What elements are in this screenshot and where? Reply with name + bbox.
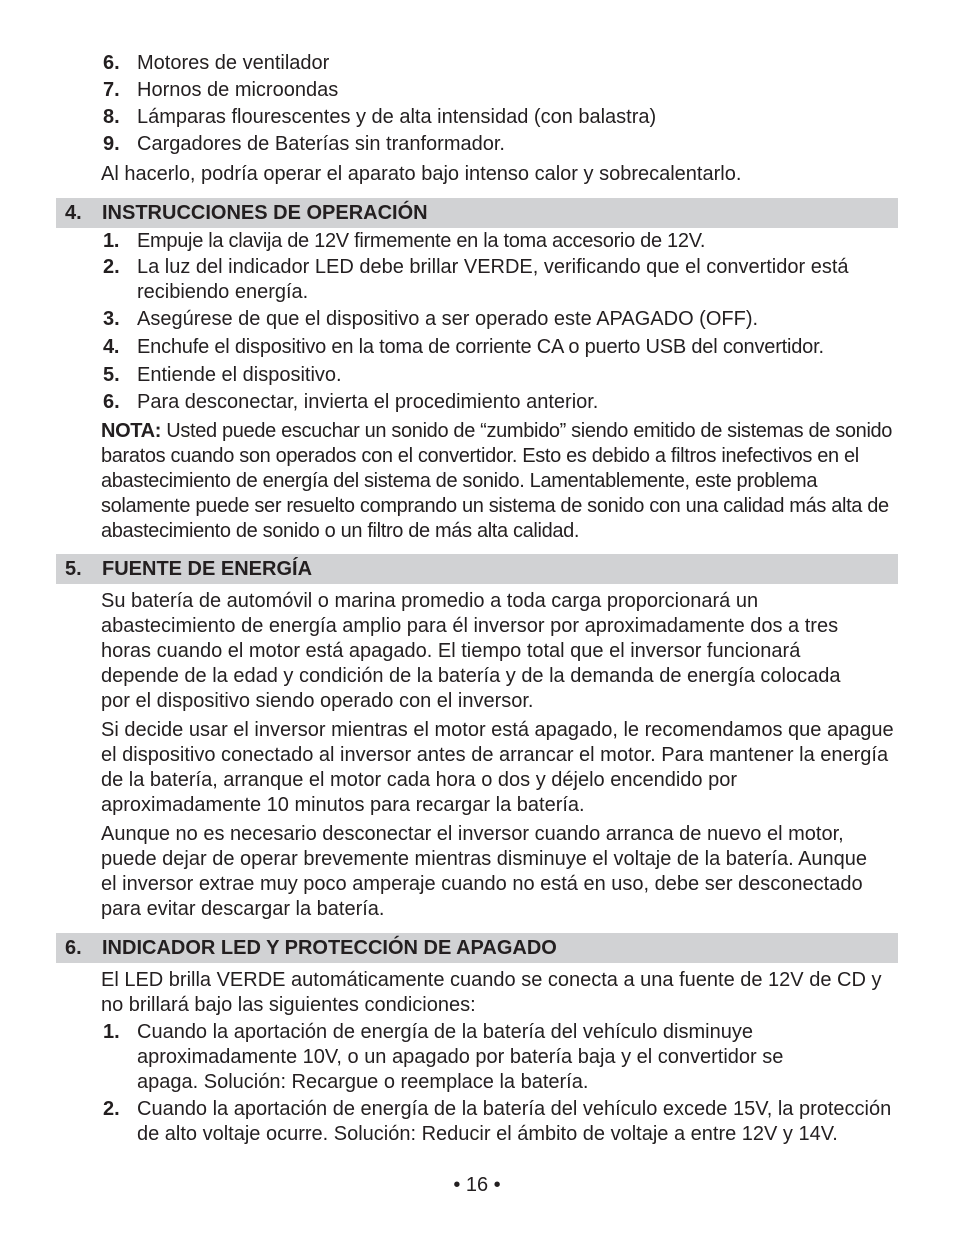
list-item-text: Entiende el dispositivo.	[137, 364, 342, 386]
section-5-header	[56, 554, 898, 584]
list-item	[101, 1097, 901, 1147]
power-paragraph: Si decide usar el inversor mientras el motor está apagado, le recomendamos que apague el dispositivo conectado al inversor antes de arrancar el motor. Para mantener la energía de la batería, arranque el motor cada hora o dos y déjelo encendido por aproximadamente 10 minutos para recargar la batería.	[101, 719, 894, 816]
list-item	[101, 51, 901, 76]
list-item-number: 5.	[103, 364, 120, 386]
list-item-text: Cuando la aportación de energía de la batería del vehículo disminuye aproximadamente 10V, o un apagado por batería baja y el convertidor se apaga. Solución: Recargue o reemplace la batería.	[137, 1021, 784, 1093]
led-intro: El LED brilla VERDE automáticamente cuando se conecta a una fuente de 12V de CD y no brillará bajo las siguientes condiciones:	[101, 969, 882, 1016]
list-item-number: 9.	[103, 133, 120, 155]
list-item-number: 6.	[103, 52, 120, 74]
list-item-text: Motores de ventilador	[137, 52, 330, 74]
list-item	[101, 363, 901, 388]
list-item-number: 8.	[103, 106, 120, 128]
list-item	[101, 307, 901, 332]
note-text: Usted puede escuchar un sonido de “zumbido” siendo emitido de sistemas de sonido baratos cuando son operados con el convertidor. Esto es debido a filtros inefectivos en el abastecimiento de energía del sistema de sonido. Lamentablemente, este problema solamente puede ser resuelto comprando un sistema de sonido con una calidad más alta de abastecimiento de sonido o un filtro de más alta calidad.	[101, 420, 893, 542]
list-item-text: Para desconectar, invierta el procedimiento anterior.	[137, 391, 599, 413]
list-item	[101, 335, 901, 360]
section-title: INSTRUCCIONES DE OPERACIÓN	[102, 202, 428, 224]
note-label: NOTA:	[101, 420, 162, 442]
list-item	[101, 132, 901, 157]
list-item-number: 3.	[103, 308, 120, 330]
list-item-text: Lámparas flourescentes y de alta intensidad (con balastra)	[137, 106, 657, 128]
section-number: 5.	[65, 558, 82, 580]
list-item-number: 1.	[103, 230, 120, 252]
list-item-text: Hornos de microondas	[137, 79, 339, 101]
power-paragraph: Aunque no es necesario desconectar el inversor cuando arranca de nuevo el motor, puede dejar de operar brevemente mientras disminuye el voltaje de la batería. Aunque el inversor extrae muy poco amperaje cuando no está en uso, debe ser desconectado para evitar descargar la batería.	[101, 823, 868, 920]
list-item-text: Cargadores de Baterías sin tranformador.	[137, 133, 505, 155]
list-item-text: La luz del indicador LED debe brillar VERDE, verificando que el convertidor está recibiendo energía.	[137, 256, 849, 303]
power-paragraph: Su batería de automóvil o marina promedio a toda carga proporcionará un abastecimiento de energía amplio para él inversor por aproximadamente dos a tres horas cuando el motor está apagado. El tiempo total que el inversor funcionará depende de la edad y condición de la batería y de la demanda de energía colocada por el dispositivo siendo operado con el inversor.	[101, 590, 841, 712]
operation-steps	[101, 229, 901, 415]
list-item-text: Empuje la clavija de 12V firmemente en la toma accesorio de 12V.	[137, 230, 706, 252]
led-conditions	[101, 1020, 901, 1147]
list-item	[101, 1020, 901, 1095]
list-item	[101, 78, 901, 103]
list-item	[101, 105, 901, 130]
appliance-list	[101, 51, 901, 157]
section-6-header	[56, 933, 898, 963]
list-item-number: 2.	[103, 1098, 120, 1120]
section-number: 4.	[65, 202, 82, 224]
list-item-number: 7.	[103, 79, 120, 101]
list-item-text: Cuando la aportación de energía de la batería del vehículo excede 15V, la protección de alto voltaje ocurre. Solución: Reducir el ámbito de voltaje a entre 12V y 14V.	[137, 1098, 892, 1145]
list-item-number: 2.	[103, 256, 120, 278]
section-title: FUENTE DE ENERGÍA	[102, 558, 313, 580]
overheat-note: Al hacerlo, podría operar el aparato bajo intenso calor y sobrecalentarlo.	[101, 163, 742, 185]
list-item-number: 6.	[103, 391, 120, 413]
page-number: • 16 •	[453, 1174, 501, 1196]
section-4-header	[56, 198, 898, 228]
list-item-text: Asegúrese de que el dispositivo a ser operado este APAGADO (OFF).	[137, 308, 759, 330]
list-item-text: Enchufe el dispositivo en la toma de corriente CA o puerto USB del convertidor.	[137, 336, 824, 358]
list-item	[101, 255, 901, 305]
section-title: INDICADOR LED Y PROTECCIÓN DE APAGADO	[102, 937, 557, 959]
list-item	[101, 390, 901, 415]
list-item	[101, 229, 901, 254]
section-number: 6.	[65, 937, 82, 959]
list-item-number: 1.	[103, 1021, 120, 1043]
note-paragraph	[101, 419, 901, 544]
list-item-number: 4.	[103, 336, 120, 358]
